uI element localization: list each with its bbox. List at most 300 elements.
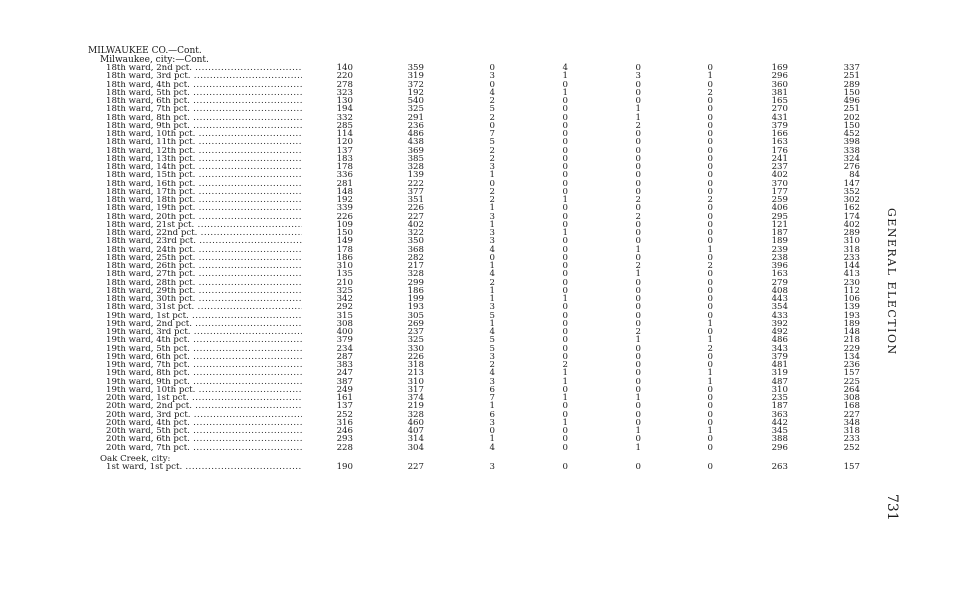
vote-count-col-8: 398 bbox=[843, 137, 860, 148]
vote-count-col-4: 0 bbox=[562, 137, 568, 148]
vote-count-col-4: 0 bbox=[562, 244, 568, 255]
vote-count-col-4: 2 bbox=[562, 360, 568, 370]
precinct-label: 18th ward, 29th pct. ..... bbox=[106, 287, 302, 295]
vote-count-col-5: 0 bbox=[635, 401, 641, 412]
vote-count-col-7: 379 bbox=[771, 120, 788, 131]
vote-count-col-7: 189 bbox=[771, 236, 788, 247]
page-number: 731 bbox=[884, 494, 900, 521]
vote-count-col-2: 330 bbox=[407, 343, 424, 354]
vote-count-col-1: 325 bbox=[336, 285, 353, 296]
vote-count-col-7: 443 bbox=[771, 294, 788, 304]
precinct-label: 18th ward, 25th pct. ..... bbox=[106, 254, 302, 262]
vote-count-col-8: 148 bbox=[843, 327, 860, 337]
vote-count-col-8: 276 bbox=[843, 162, 860, 172]
vote-count-col-4: 1 bbox=[562, 228, 568, 238]
vote-count-col-6: 0 bbox=[707, 302, 713, 313]
vote-count-col-2: 318 bbox=[407, 360, 424, 370]
table-row bbox=[0, 122, 964, 130]
vote-count-col-2: 305 bbox=[407, 310, 424, 321]
vote-count-col-8: 144 bbox=[843, 261, 860, 271]
vote-count-col-4: 0 bbox=[562, 335, 568, 346]
table-row bbox=[0, 237, 964, 245]
vote-count-col-3: 2 bbox=[489, 360, 495, 370]
vote-count-col-2: 374 bbox=[407, 393, 424, 403]
vote-count-col-4: 0 bbox=[562, 153, 568, 164]
vote-count-col-5: 0 bbox=[635, 186, 641, 197]
vote-count-col-6: 0 bbox=[707, 137, 713, 148]
vote-count-col-1: 336 bbox=[336, 170, 353, 181]
vote-count-col-7: 481 bbox=[771, 360, 788, 370]
vote-count-col-2: 237 bbox=[407, 327, 424, 337]
vote-count-col-1: 249 bbox=[336, 384, 353, 395]
table-row bbox=[0, 435, 964, 443]
precinct-label: 20th ward, 5th pct. ..... bbox=[106, 427, 302, 435]
precinct-label: 18th ward, 23rd pct. ..... bbox=[106, 237, 302, 245]
table-row bbox=[0, 204, 964, 212]
vote-count-col-6: 0 bbox=[707, 294, 713, 304]
vote-count-col-2: 317 bbox=[407, 384, 424, 395]
vote-count-col-6: 0 bbox=[707, 252, 713, 263]
vote-count-col-2: 213 bbox=[407, 368, 424, 379]
vote-count-col-7: 396 bbox=[771, 261, 788, 271]
vote-count-col-3: 5 bbox=[489, 343, 495, 354]
vote-count-col-6: 0 bbox=[707, 219, 713, 230]
vote-count-col-6: 0 bbox=[707, 285, 713, 296]
vote-count-col-3: 3 bbox=[489, 351, 495, 362]
vote-count-col-1: 310 bbox=[336, 261, 353, 271]
vote-count-col-7: 345 bbox=[771, 426, 788, 436]
vote-count-col-2: 219 bbox=[407, 401, 424, 412]
vote-count-col-4: 1 bbox=[562, 195, 568, 205]
vote-count-col-3: 7 bbox=[489, 129, 495, 139]
vote-count-col-5: 0 bbox=[635, 417, 641, 428]
vote-count-col-6: 0 bbox=[707, 360, 713, 370]
vote-count-col-5: 0 bbox=[635, 178, 641, 189]
vote-count-col-3: 3 bbox=[489, 376, 495, 387]
vote-count-col-7: 310 bbox=[771, 384, 788, 395]
precinct-label: 18th ward, 3rd pct. ..... bbox=[106, 72, 302, 80]
vote-count-col-1: 332 bbox=[336, 112, 353, 123]
precinct-label: 20th ward, 2nd pct. ..... bbox=[106, 402, 302, 410]
vote-count-col-4: 0 bbox=[562, 384, 568, 395]
table-row bbox=[0, 270, 964, 278]
vote-count-col-2: 226 bbox=[407, 351, 424, 362]
vote-count-col-3: 1 bbox=[489, 261, 495, 271]
precinct-label: 18th ward, 9th pct. ..... bbox=[106, 122, 302, 130]
vote-count-col-5: 1 bbox=[635, 426, 641, 436]
vote-count-col-1: 379 bbox=[336, 335, 353, 346]
vote-count-col-4: 0 bbox=[562, 277, 568, 288]
vote-count-col-8: 289 bbox=[843, 79, 860, 90]
vote-count-col-1: 149 bbox=[336, 236, 353, 247]
vote-count-col-5: 0 bbox=[635, 162, 641, 172]
vote-count-col-7: 169 bbox=[771, 63, 788, 73]
vote-count-col-6: 2 bbox=[707, 343, 713, 354]
vote-count-col-1: 137 bbox=[336, 401, 353, 412]
vote-count-col-3: 0 bbox=[489, 79, 495, 90]
vote-count-col-1: 194 bbox=[336, 104, 353, 115]
vote-count-col-6: 0 bbox=[707, 120, 713, 131]
vote-count-col-2: 310 bbox=[407, 376, 424, 387]
vote-count-col-6: 1 bbox=[707, 318, 713, 329]
vote-count-col-2: 328 bbox=[407, 409, 424, 420]
precinct-label: 18th ward, 18th pct. ..... bbox=[106, 196, 302, 204]
vote-count-col-5: 0 bbox=[635, 63, 641, 73]
vote-count-col-1: 342 bbox=[336, 294, 353, 304]
vote-count-col-5: 1 bbox=[635, 112, 641, 123]
vote-count-col-3: 3 bbox=[489, 162, 495, 172]
vote-count-col-7: 163 bbox=[771, 269, 788, 280]
vote-count-col-6: 1 bbox=[707, 368, 713, 379]
vote-count-col-8: 302 bbox=[843, 195, 860, 205]
vote-count-col-1: 281 bbox=[336, 178, 353, 189]
vote-count-col-8: 308 bbox=[843, 393, 860, 403]
vote-count-col-7: 442 bbox=[771, 417, 788, 428]
vote-count-col-6: 2 bbox=[707, 87, 713, 98]
vote-count-col-6: 0 bbox=[707, 145, 713, 156]
vote-count-col-1: 339 bbox=[336, 203, 353, 214]
vote-count-col-4: 0 bbox=[562, 104, 568, 115]
vote-count-col-4: 0 bbox=[562, 178, 568, 189]
vote-count-col-3: 0 bbox=[489, 63, 495, 73]
vote-count-col-5: 0 bbox=[635, 79, 641, 90]
vote-count-col-4: 4 bbox=[562, 63, 568, 73]
vote-count-col-7: 237 bbox=[771, 162, 788, 172]
table-row bbox=[0, 229, 964, 237]
vote-count-col-1: 135 bbox=[336, 269, 353, 280]
vote-count-col-2: 222 bbox=[407, 178, 424, 189]
precinct-label: 19th ward, 5th pct. ..... bbox=[106, 345, 302, 353]
vote-count-col-7: 492 bbox=[771, 327, 788, 337]
vote-count-col-6: 0 bbox=[707, 203, 713, 214]
vote-count-col-8: 348 bbox=[843, 417, 860, 428]
vote-count-col-8: 157 bbox=[843, 462, 860, 472]
vote-count-col-7: 402 bbox=[771, 170, 788, 181]
vote-count-col-6: 0 bbox=[707, 310, 713, 321]
vote-count-col-8: 168 bbox=[843, 401, 860, 412]
vote-count-col-8: 236 bbox=[843, 360, 860, 370]
vote-count-col-7: 165 bbox=[771, 96, 788, 106]
vote-count-col-8: 251 bbox=[843, 104, 860, 115]
vote-count-col-8: 413 bbox=[843, 269, 860, 280]
vote-count-col-4: 0 bbox=[562, 252, 568, 263]
vote-count-col-2: 369 bbox=[407, 145, 424, 156]
vote-count-col-2: 139 bbox=[407, 170, 424, 181]
vote-count-col-8: 318 bbox=[843, 426, 860, 436]
vote-count-col-8: 150 bbox=[843, 87, 860, 98]
table-row bbox=[0, 386, 964, 394]
vote-count-col-5: 0 bbox=[635, 434, 641, 445]
vote-count-col-3: 6 bbox=[489, 384, 495, 395]
table-row bbox=[0, 427, 964, 435]
precinct-label: 18th ward, 13th pct. ..... bbox=[106, 155, 302, 163]
vote-count-col-3: 2 bbox=[489, 186, 495, 197]
vote-count-col-6: 0 bbox=[707, 417, 713, 428]
table-row bbox=[0, 196, 964, 204]
table-row bbox=[0, 328, 964, 336]
vote-count-col-8: 162 bbox=[843, 203, 860, 214]
vote-count-col-3: 1 bbox=[489, 401, 495, 412]
vote-count-col-2: 199 bbox=[407, 294, 424, 304]
vote-count-col-6: 2 bbox=[707, 261, 713, 271]
vote-count-col-7: 177 bbox=[771, 186, 788, 197]
vote-count-col-3: 3 bbox=[489, 236, 495, 247]
vote-count-col-4: 0 bbox=[562, 170, 568, 181]
vote-count-col-7: 263 bbox=[771, 462, 788, 472]
vote-count-col-3: 4 bbox=[489, 269, 495, 280]
vote-count-col-4: 0 bbox=[562, 79, 568, 90]
vote-count-col-4: 0 bbox=[562, 261, 568, 271]
vote-count-col-6: 0 bbox=[707, 79, 713, 90]
vote-count-col-1: 292 bbox=[336, 302, 353, 313]
vote-count-col-4: 0 bbox=[562, 302, 568, 313]
vote-count-col-1: 220 bbox=[336, 71, 353, 82]
vote-count-col-5: 2 bbox=[635, 261, 641, 271]
vote-count-col-6: 0 bbox=[707, 442, 713, 453]
vote-count-col-6: 0 bbox=[707, 162, 713, 172]
precinct-label: 18th ward, 24th pct. ..... bbox=[106, 246, 302, 254]
vote-count-col-3: 0 bbox=[489, 252, 495, 263]
vote-count-col-7: 270 bbox=[771, 104, 788, 115]
table-row bbox=[0, 163, 964, 171]
vote-count-col-2: 438 bbox=[407, 137, 424, 148]
vote-count-col-7: 319 bbox=[771, 368, 788, 379]
vote-count-col-6: 2 bbox=[707, 195, 713, 205]
vote-count-col-2: 291 bbox=[407, 112, 424, 123]
vote-count-col-4: 0 bbox=[562, 351, 568, 362]
vote-count-col-2: 227 bbox=[407, 211, 424, 222]
vote-count-col-5: 0 bbox=[635, 384, 641, 395]
precinct-label: 18th ward, 10th pct. ..... bbox=[106, 130, 302, 138]
vote-count-col-4: 0 bbox=[562, 442, 568, 453]
vote-count-col-6: 1 bbox=[707, 376, 713, 387]
vote-count-col-5: 1 bbox=[635, 335, 641, 346]
vote-count-col-7: 259 bbox=[771, 195, 788, 205]
vote-count-col-5: 0 bbox=[635, 252, 641, 263]
vote-count-col-6: 0 bbox=[707, 153, 713, 164]
vote-count-col-4: 0 bbox=[562, 462, 568, 472]
vote-count-col-1: 186 bbox=[336, 252, 353, 263]
returns-table bbox=[0, 64, 964, 471]
table-row bbox=[0, 254, 964, 262]
vote-count-col-1: 234 bbox=[336, 343, 353, 354]
vote-count-col-5: 0 bbox=[635, 294, 641, 304]
vote-count-col-8: 230 bbox=[843, 277, 860, 288]
vote-count-col-8: 227 bbox=[843, 409, 860, 420]
vote-count-col-8: 106 bbox=[843, 294, 860, 304]
vote-count-col-8: 318 bbox=[843, 244, 860, 255]
vote-count-col-8: 310 bbox=[843, 236, 860, 247]
vote-count-col-8: 402 bbox=[843, 219, 860, 230]
vote-count-col-8: 352 bbox=[843, 186, 860, 197]
table-row bbox=[0, 81, 964, 89]
vote-count-col-1: 210 bbox=[336, 277, 353, 288]
vote-count-col-8: 174 bbox=[843, 211, 860, 222]
vote-count-col-3: 1 bbox=[489, 203, 495, 214]
vote-count-col-8: 233 bbox=[843, 252, 860, 263]
vote-count-col-7: 379 bbox=[771, 351, 788, 362]
vote-count-col-6: 1 bbox=[707, 71, 713, 82]
vote-count-col-1: 308 bbox=[336, 318, 353, 329]
vote-count-col-1: 183 bbox=[336, 153, 353, 164]
vote-count-col-5: 2 bbox=[635, 120, 641, 131]
table-row bbox=[0, 246, 964, 254]
vote-count-col-3: 5 bbox=[489, 335, 495, 346]
vote-count-col-1: 161 bbox=[336, 393, 353, 403]
vote-count-col-2: 325 bbox=[407, 104, 424, 115]
vote-count-col-2: 407 bbox=[407, 426, 424, 436]
vote-count-col-3: 0 bbox=[489, 120, 495, 131]
precinct-label: 18th ward, 19th pct. ..... bbox=[106, 204, 302, 212]
vote-count-col-7: 238 bbox=[771, 252, 788, 263]
vote-count-col-8: 289 bbox=[843, 228, 860, 238]
vote-count-col-1: 137 bbox=[336, 145, 353, 156]
table-row bbox=[0, 171, 964, 179]
vote-count-col-5: 1 bbox=[635, 104, 641, 115]
vote-count-col-7: 408 bbox=[771, 285, 788, 296]
precinct-label: 18th ward, 5th pct. ..... bbox=[106, 89, 302, 97]
vote-count-col-8: 150 bbox=[843, 120, 860, 131]
vote-count-col-2: 486 bbox=[407, 129, 424, 139]
vote-count-col-7: 354 bbox=[771, 302, 788, 313]
vote-count-col-5: 0 bbox=[635, 462, 641, 472]
vote-count-col-7: 279 bbox=[771, 277, 788, 288]
vote-count-col-2: 269 bbox=[407, 318, 424, 329]
vote-count-col-7: 392 bbox=[771, 318, 788, 329]
vote-count-col-3: 1 bbox=[489, 434, 495, 445]
vote-count-col-1: 190 bbox=[336, 462, 353, 472]
vote-count-col-6: 0 bbox=[707, 351, 713, 362]
vote-count-col-2: 540 bbox=[407, 96, 424, 106]
table-row bbox=[0, 138, 964, 146]
vote-count-col-8: 496 bbox=[843, 96, 860, 106]
vote-count-col-3: 0 bbox=[489, 426, 495, 436]
vote-count-col-3: 4 bbox=[489, 327, 495, 337]
table-row bbox=[0, 188, 964, 196]
vote-count-col-2: 385 bbox=[407, 153, 424, 164]
vote-count-col-3: 1 bbox=[489, 294, 495, 304]
vote-count-col-4: 0 bbox=[562, 129, 568, 139]
precinct-label: 18th ward, 14th pct. ..... bbox=[106, 163, 302, 171]
precinct-label: 19th ward, 10th pct. ..... bbox=[106, 386, 302, 394]
vote-count-col-6: 0 bbox=[707, 211, 713, 222]
vote-count-col-3: 4 bbox=[489, 368, 495, 379]
vote-count-col-4: 0 bbox=[562, 434, 568, 445]
vote-count-col-7: 166 bbox=[771, 129, 788, 139]
vote-count-col-2: 192 bbox=[407, 87, 424, 98]
vote-count-col-7: 388 bbox=[771, 434, 788, 445]
vote-count-col-3: 2 bbox=[489, 96, 495, 106]
vote-count-col-4: 0 bbox=[562, 162, 568, 172]
vote-count-col-4: 0 bbox=[562, 145, 568, 156]
vote-count-col-5: 2 bbox=[635, 327, 641, 337]
vote-count-col-2: 372 bbox=[407, 79, 424, 90]
vote-count-col-4: 0 bbox=[562, 203, 568, 214]
vote-count-col-7: 241 bbox=[771, 153, 788, 164]
vote-count-col-6: 0 bbox=[707, 228, 713, 238]
vote-count-col-3: 5 bbox=[489, 104, 495, 115]
vote-count-col-4: 0 bbox=[562, 426, 568, 436]
table-row bbox=[0, 419, 964, 427]
precinct-label: 18th ward, 17th pct. ..... bbox=[106, 188, 302, 196]
vote-count-col-7: 239 bbox=[771, 244, 788, 255]
vote-count-col-6: 0 bbox=[707, 236, 713, 247]
precinct-label: 18th ward, 30th pct. ..... bbox=[106, 295, 302, 303]
vote-count-col-3: 4 bbox=[489, 244, 495, 255]
vote-count-col-7: 487 bbox=[771, 376, 788, 387]
city-subheading-row bbox=[0, 455, 964, 463]
vote-count-col-4: 0 bbox=[562, 285, 568, 296]
vote-count-col-4: 1 bbox=[562, 368, 568, 379]
vote-count-col-5: 0 bbox=[635, 360, 641, 370]
vote-count-col-2: 217 bbox=[407, 261, 424, 271]
precinct-label: 18th ward, 20th pct. ..... bbox=[106, 213, 302, 221]
precinct-label: 19th ward, 3rd pct. ..... bbox=[106, 328, 302, 336]
precinct-label: 20th ward, 6th pct. ..... bbox=[106, 435, 302, 443]
vote-count-col-1: 285 bbox=[336, 120, 353, 131]
vote-count-col-1: 287 bbox=[336, 351, 353, 362]
vote-count-col-8: 134 bbox=[843, 351, 860, 362]
vote-count-col-4: 0 bbox=[562, 269, 568, 280]
vote-count-col-2: 368 bbox=[407, 244, 424, 255]
table-row bbox=[0, 72, 964, 80]
vote-count-col-1: 315 bbox=[336, 310, 353, 321]
table-row bbox=[0, 262, 964, 270]
vote-count-col-3: 3 bbox=[489, 417, 495, 428]
vote-count-col-5: 0 bbox=[635, 277, 641, 288]
vote-count-col-7: 360 bbox=[771, 79, 788, 90]
vote-count-col-1: 178 bbox=[336, 162, 353, 172]
vote-count-col-5: 0 bbox=[635, 318, 641, 329]
vote-count-col-6: 0 bbox=[707, 170, 713, 181]
vote-count-col-6: 0 bbox=[707, 96, 713, 106]
vote-count-col-6: 0 bbox=[707, 409, 713, 420]
vote-count-col-1: 252 bbox=[336, 409, 353, 420]
vote-count-col-7: 187 bbox=[771, 228, 788, 238]
vote-count-col-4: 1 bbox=[562, 393, 568, 403]
vote-count-col-3: 7 bbox=[489, 393, 495, 403]
precinct-label: 19th ward, 4th pct. ..... bbox=[106, 336, 302, 344]
precinct-label: 18th ward, 16th pct. ..... bbox=[106, 180, 302, 188]
precinct-label: 18th ward, 27th pct. ..... bbox=[106, 270, 302, 278]
vote-count-col-7: 187 bbox=[771, 401, 788, 412]
vote-count-col-4: 0 bbox=[562, 186, 568, 197]
vote-count-col-1: 400 bbox=[336, 327, 353, 337]
precinct-label: 18th ward, 2nd pct. ..... bbox=[106, 64, 302, 72]
vote-count-col-5: 0 bbox=[635, 129, 641, 139]
vote-count-col-2: 351 bbox=[407, 195, 424, 205]
vote-count-col-6: 1 bbox=[707, 244, 713, 255]
precinct-label: 18th ward, 21st pct. ..... bbox=[106, 221, 302, 229]
vote-count-col-5: 0 bbox=[635, 153, 641, 164]
table-row bbox=[0, 378, 964, 386]
table-row bbox=[0, 312, 964, 320]
vote-count-col-3: 2 bbox=[489, 145, 495, 156]
vote-count-col-6: 0 bbox=[707, 269, 713, 280]
precinct-label: 18th ward, 22nd pct. ..... bbox=[106, 229, 302, 237]
vote-count-col-1: 247 bbox=[336, 368, 353, 379]
vote-count-col-3: 6 bbox=[489, 409, 495, 420]
vote-count-col-3: 5 bbox=[489, 137, 495, 148]
vote-count-col-5: 0 bbox=[635, 302, 641, 313]
table-row bbox=[0, 402, 964, 410]
vote-count-col-1: 109 bbox=[336, 219, 353, 230]
vote-count-col-3: 3 bbox=[489, 462, 495, 472]
vote-count-col-1: 114 bbox=[336, 129, 353, 139]
vote-count-col-1: 383 bbox=[336, 360, 353, 370]
vote-count-col-5: 0 bbox=[635, 203, 641, 214]
vote-count-col-4: 0 bbox=[562, 211, 568, 222]
